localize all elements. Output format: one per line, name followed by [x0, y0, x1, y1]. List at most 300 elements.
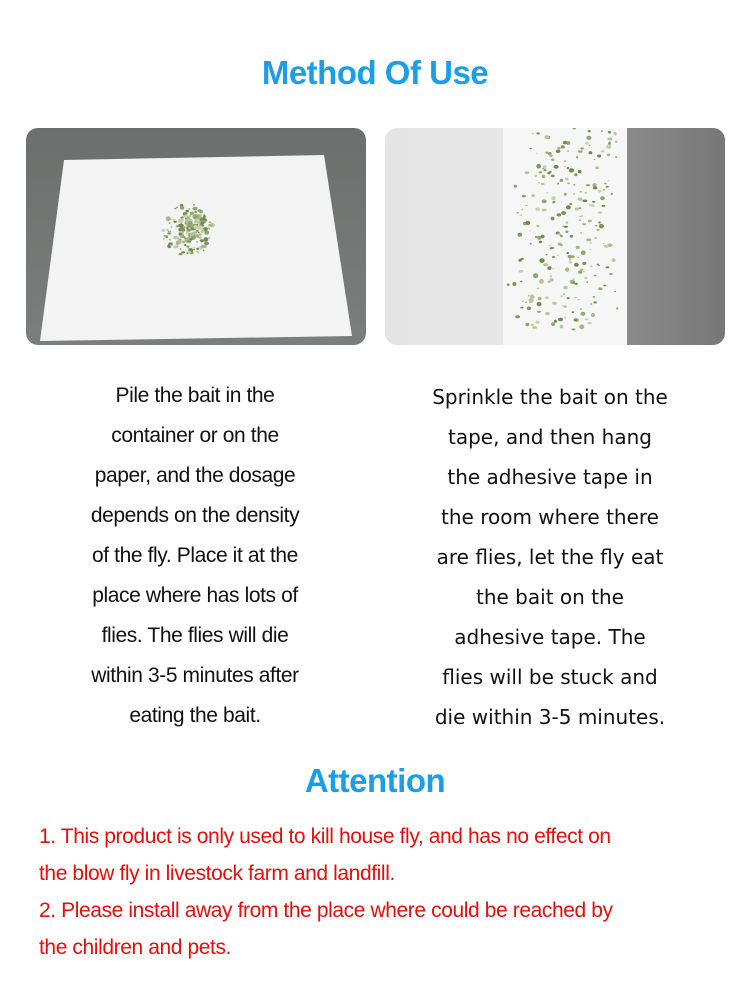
bait-flake: [161, 229, 165, 232]
bait-flake: [557, 213, 562, 216]
bait-flake: [614, 291, 616, 293]
bait-flake: [566, 221, 569, 223]
pile-method-description: [55, 376, 335, 736]
bait-flake: [538, 297, 542, 301]
bait-flake: [546, 254, 548, 256]
bait-flake: [537, 288, 539, 290]
bait-flake: [186, 245, 189, 247]
bait-flake: [564, 317, 566, 319]
description-line: flies. The flies will die: [101, 624, 289, 647]
bait-flake: [563, 286, 567, 289]
bait-flake: [190, 238, 193, 241]
bait-flake: [193, 207, 197, 211]
bait-flake: [569, 203, 572, 205]
bait-flake: [197, 225, 203, 230]
description-line: flies will be stuck and: [442, 665, 658, 689]
bait-flake: [198, 232, 200, 234]
bait-flake: [594, 301, 597, 303]
bait-flake: [557, 183, 559, 185]
bait-flake: [595, 166, 599, 169]
bait-flake: [549, 245, 551, 246]
bait-flake: [179, 253, 183, 255]
bait-flake: [611, 193, 613, 195]
bait-flake: [580, 232, 582, 233]
bait-flake: [606, 144, 611, 149]
bait-flake: [574, 173, 577, 176]
bait-flake: [541, 235, 545, 238]
bait-flake: [166, 229, 168, 231]
bait-flake: [167, 232, 171, 234]
bait-flake: [582, 200, 587, 203]
bait-flake: [563, 293, 565, 295]
bait-flake: [590, 303, 592, 305]
bait-flake: [170, 226, 172, 228]
bait-on-adhesive-tape-photo: [385, 128, 725, 345]
bait-flake: [164, 235, 166, 236]
bait-flake: [546, 192, 548, 193]
bait-flake: [194, 221, 196, 222]
bait-flake: [578, 198, 583, 201]
bait-flake: [543, 165, 547, 168]
bait-flake: [564, 160, 566, 162]
bait-flake: [176, 245, 179, 248]
bait-flake: [177, 237, 180, 240]
bait-flake: [193, 249, 195, 250]
bait-flake: [545, 152, 548, 154]
bait-flake: [567, 183, 570, 184]
attention-line: 1. This product is only used to kill house fly, and has no effect on: [39, 825, 611, 848]
bait-flake: [599, 224, 604, 229]
bait-flake: [609, 273, 612, 275]
bait-flake: [593, 296, 595, 298]
bait-flake: [535, 207, 539, 210]
bait-flake: [558, 318, 563, 322]
bait-flake: [574, 319, 578, 322]
bait-flake: [590, 265, 592, 267]
bait-flake: [574, 263, 579, 267]
bait-flake: [603, 189, 606, 190]
bait-flake: [193, 204, 195, 205]
bait-flake: [536, 164, 541, 169]
bait-flake: [578, 170, 582, 174]
white-paper-sheet: [40, 155, 352, 341]
bait-flake: [573, 193, 575, 195]
bait-flake: [579, 324, 584, 329]
bait-flake: [531, 194, 535, 197]
bait-flake: [588, 130, 591, 133]
bait-flake: [582, 223, 586, 225]
attention-line: the blow fly in livestock farm and landfill.: [39, 862, 395, 885]
bait-flake: [552, 268, 554, 270]
bait-flake: [539, 258, 544, 263]
bait-flake: [187, 248, 189, 249]
bait-flake: [551, 322, 555, 326]
bait-flake: [174, 208, 176, 209]
bait-flake: [580, 147, 584, 149]
bait-flake: [545, 296, 549, 299]
bait-flake: [529, 148, 531, 149]
bait-flake: [535, 321, 539, 324]
bait-flake: [543, 175, 545, 176]
bait-flake: [589, 242, 592, 244]
bait-flake: [614, 132, 617, 135]
bait-flake: [598, 211, 602, 213]
bait-flake: [535, 236, 538, 238]
description-line: within 3-5 minutes after: [91, 664, 299, 687]
bait-flake: [536, 153, 538, 154]
attention-notes: [39, 818, 729, 966]
bait-flake: [531, 323, 534, 326]
bait-flake: [601, 130, 603, 131]
bait-flake: [530, 243, 532, 245]
bait-flake: [182, 241, 185, 244]
bait-flake: [544, 135, 549, 139]
bait-flake: [200, 220, 202, 222]
bait-flake: [549, 155, 552, 157]
bait-flake: [173, 219, 176, 221]
bait-pile-on-paper-photo: [26, 128, 366, 345]
description-line: tape, and then hang: [448, 425, 652, 449]
bait-flake: [615, 141, 618, 143]
bait-flake: [539, 279, 544, 284]
bait-flake: [541, 183, 545, 185]
bait-flake: [207, 226, 209, 228]
bait-flake: [585, 318, 588, 320]
bait-flake: [176, 241, 180, 245]
bait-flake: [542, 199, 547, 203]
bait-flake: [600, 196, 605, 200]
bait-flake: [208, 228, 210, 230]
bait-flake: [190, 233, 194, 236]
bait-flake: [597, 229, 600, 231]
bait-flake: [525, 323, 529, 326]
bait-flake: [557, 147, 560, 150]
bait-flake: [536, 132, 540, 134]
bait-flake: [575, 297, 577, 299]
bait-flake: [195, 219, 199, 221]
bait-flake: [580, 308, 582, 310]
bait-flake: [550, 247, 553, 249]
bait-flake: [554, 165, 559, 169]
bait-flake: [514, 185, 517, 188]
bait-flake: [581, 215, 583, 217]
bait-flake: [586, 238, 591, 241]
bait-flake: [204, 232, 207, 234]
bait-flake: [530, 230, 532, 232]
bait-flake: [186, 210, 189, 213]
bait-flake: [591, 313, 595, 317]
bait-flake: [192, 247, 195, 248]
bait-flake: [196, 251, 199, 253]
bait-flake: [193, 225, 197, 229]
bait-flake: [204, 242, 209, 245]
bait-flake: [582, 271, 585, 272]
bait-flake: [180, 206, 184, 210]
bait-flake: [567, 151, 569, 152]
bait-flake: [579, 207, 582, 208]
bait-flake: [554, 320, 557, 323]
bait-flake: [187, 241, 191, 243]
bait-flake: [184, 244, 186, 246]
bait-flake: [588, 220, 592, 223]
bait-flake: [585, 142, 589, 144]
bait-flake: [537, 302, 542, 306]
bait-flake: [586, 282, 588, 283]
bait-flake: [185, 249, 187, 250]
bait-flake: [169, 239, 172, 241]
bait-flake: [552, 302, 557, 305]
bait-flake: [575, 283, 578, 285]
bait-flake: [209, 221, 212, 223]
bait-flake: [521, 209, 523, 211]
bait-flake: [575, 208, 579, 211]
bait-flake: [188, 208, 190, 209]
bait-flake: [562, 226, 564, 227]
description-line: eating the bait.: [129, 704, 261, 727]
bait-flake: [580, 191, 582, 192]
bait-flake: [597, 155, 601, 158]
bait-flake: [178, 224, 184, 228]
bait-flake: [568, 255, 572, 259]
bait-flake: [566, 205, 571, 209]
bait-flake: [573, 184, 575, 185]
bait-flake: [565, 267, 569, 271]
bait-flake: [607, 137, 612, 140]
bait-flake: [173, 221, 177, 223]
bait-flake: [604, 245, 609, 248]
bait-flake: [561, 145, 565, 148]
bait-flake: [543, 263, 548, 266]
bait-flake: [594, 275, 597, 277]
bait-flake: [566, 231, 569, 233]
bait-flake: [180, 235, 183, 238]
bait-flake: [169, 223, 171, 224]
bait-flake: [603, 285, 606, 287]
bait-flake: [598, 221, 601, 223]
bait-flake: [542, 209, 547, 212]
bait-flake: [529, 298, 534, 303]
bait-flake: [601, 205, 605, 207]
bait-flake: [186, 232, 189, 235]
bait-flake: [569, 259, 571, 261]
bait-flake: [560, 235, 563, 237]
bait-flake: [603, 243, 605, 244]
bait-flake: [196, 248, 199, 250]
bait-flake: [522, 195, 526, 198]
bait-flake: [165, 235, 168, 238]
bait-flake: [565, 177, 569, 180]
bait-flake: [170, 245, 172, 247]
bait-flake: [589, 151, 593, 154]
bait-flake: [548, 281, 551, 284]
bait-flake: [578, 150, 583, 152]
description-line: container or on the: [111, 424, 279, 447]
bait-flake: [525, 301, 527, 303]
bait-flake: [545, 312, 549, 315]
bait-flake: [180, 248, 182, 249]
bait-flake: [184, 237, 186, 239]
bait-flake: [564, 305, 567, 308]
description-line: Sprinkle the bait on the: [432, 385, 668, 409]
bait-flake: [533, 273, 538, 278]
bait-flake: [525, 171, 529, 174]
bait-flake: [594, 159, 596, 160]
bait-flake: [518, 270, 523, 273]
bait-flake: [525, 221, 530, 225]
bait-flake: [528, 295, 530, 297]
bait-flake: [168, 231, 170, 232]
bait-flake: [598, 190, 602, 193]
bait-flake: [552, 256, 555, 258]
description-line: place where has lots of: [92, 584, 298, 607]
bait-flake: [538, 182, 541, 184]
bait-flake: [188, 227, 191, 229]
bait-flake: [183, 226, 185, 228]
bait-flake: [569, 261, 573, 263]
bait-flake: [581, 250, 586, 255]
description-line: die within 3-5 minutes.: [434, 705, 666, 729]
bait-flake: [551, 159, 554, 161]
bait-flake: [166, 216, 171, 221]
bait-flake: [598, 287, 602, 290]
sprinkle-method-description: [405, 377, 695, 737]
bait-flake: [521, 258, 524, 260]
bait-flake: [515, 315, 520, 318]
bait-flake: [551, 196, 555, 200]
bait-flake: [572, 328, 576, 330]
bait-flake: [202, 217, 205, 220]
bait-flake: [163, 238, 165, 240]
bait-flake: [588, 322, 592, 324]
bait-flake: [564, 249, 566, 250]
bait-flake: [567, 167, 570, 169]
bait-flake: [200, 222, 204, 225]
description-line: the adhesive tape in: [447, 465, 653, 489]
bait-flake: [607, 180, 609, 181]
bait-flake: [532, 133, 534, 134]
bait-flake: [594, 237, 597, 239]
bait-flake: [190, 212, 194, 216]
bait-flake: [592, 201, 596, 203]
description-line: adhesive tape. The: [454, 625, 646, 649]
bait-flake: [547, 266, 551, 270]
bait-flake: [585, 192, 588, 194]
bait-flake: [560, 295, 563, 297]
bait-flake: [520, 281, 522, 283]
bait-flake: [601, 150, 605, 152]
bait-flake: [557, 255, 559, 256]
bait-flake: [615, 156, 617, 157]
description-line: the room where there: [441, 505, 659, 529]
bait-flake: [188, 221, 193, 226]
bait-flake: [535, 174, 538, 177]
bait-flake: [598, 265, 600, 267]
bait-flake: [578, 270, 582, 273]
bait-flake: [612, 258, 616, 262]
attention-title: Attention: [304, 762, 446, 799]
bait-flake: [525, 205, 527, 206]
bait-flake: [203, 249, 205, 251]
bait-flake: [563, 141, 567, 145]
bait-flake: [590, 249, 592, 250]
description-line: Pile the bait in the: [115, 384, 275, 407]
bait-flake: [577, 299, 579, 301]
bait-flake: [606, 186, 609, 188]
description-line: the bait on the: [476, 585, 624, 609]
bait-flake: [591, 204, 594, 207]
bait-flake: [572, 311, 575, 313]
bait-flake: [616, 308, 618, 309]
bait-flake: [586, 184, 590, 186]
description-line: depends on the density: [90, 504, 300, 527]
bait-flake: [537, 311, 541, 313]
bait-flake: [196, 241, 198, 242]
bait-flake: [558, 243, 562, 246]
bait-flake: [197, 236, 200, 238]
bait-flake: [520, 214, 522, 216]
bait-flake: [576, 156, 578, 158]
bait-flake: [606, 266, 610, 268]
bait-flake: [530, 295, 534, 298]
bait-flake: [556, 150, 561, 153]
bait-flake: [527, 307, 531, 311]
bait-flake: [608, 131, 611, 134]
bait-flake: [188, 251, 192, 254]
description-line: are flies, let the fly eat: [436, 545, 664, 569]
bait-flake: [551, 217, 555, 221]
bait-flake: [176, 225, 179, 227]
bait-flake: [564, 193, 567, 196]
bait-flake: [550, 275, 552, 277]
bait-flake: [584, 149, 586, 150]
bait-flake: [176, 207, 178, 209]
bait-flake: [609, 142, 611, 143]
bait-flake: [584, 277, 587, 280]
bait-flake: [589, 145, 591, 146]
bait-flake: [564, 226, 568, 228]
bait-flake: [507, 284, 510, 286]
bait-flake: [181, 251, 185, 253]
bait-flake: [516, 212, 519, 214]
bait-flake: [573, 278, 575, 280]
bait-flake: [194, 211, 197, 213]
bait-flake: [604, 183, 607, 185]
bait-flake: [547, 172, 550, 174]
bait-flake: [567, 297, 570, 299]
bait-flake: [522, 301, 524, 303]
bait-flake: [518, 233, 523, 237]
bait-flake: [536, 225, 539, 227]
bait-flake: [199, 233, 202, 236]
bait-flake: [580, 314, 583, 316]
description-line: paper, and the dosage: [94, 464, 296, 487]
bait-flake: [579, 220, 581, 221]
bait-flake: [512, 282, 516, 286]
attention-line: 2. Please install away from the place where could be reached by: [39, 899, 613, 922]
bait-flake: [560, 179, 563, 182]
bait-flake: [586, 136, 591, 140]
bait-flake: [178, 219, 183, 223]
bait-flake: [552, 201, 555, 203]
bait-flake: [532, 326, 537, 329]
bait-flake: [582, 262, 586, 265]
bait-flake: [593, 186, 597, 189]
bait-flake: [201, 245, 205, 249]
bait-flake: [566, 252, 569, 254]
bait-flake: [520, 307, 523, 309]
bait-flake: [561, 211, 566, 215]
bait-flake: [571, 281, 575, 284]
